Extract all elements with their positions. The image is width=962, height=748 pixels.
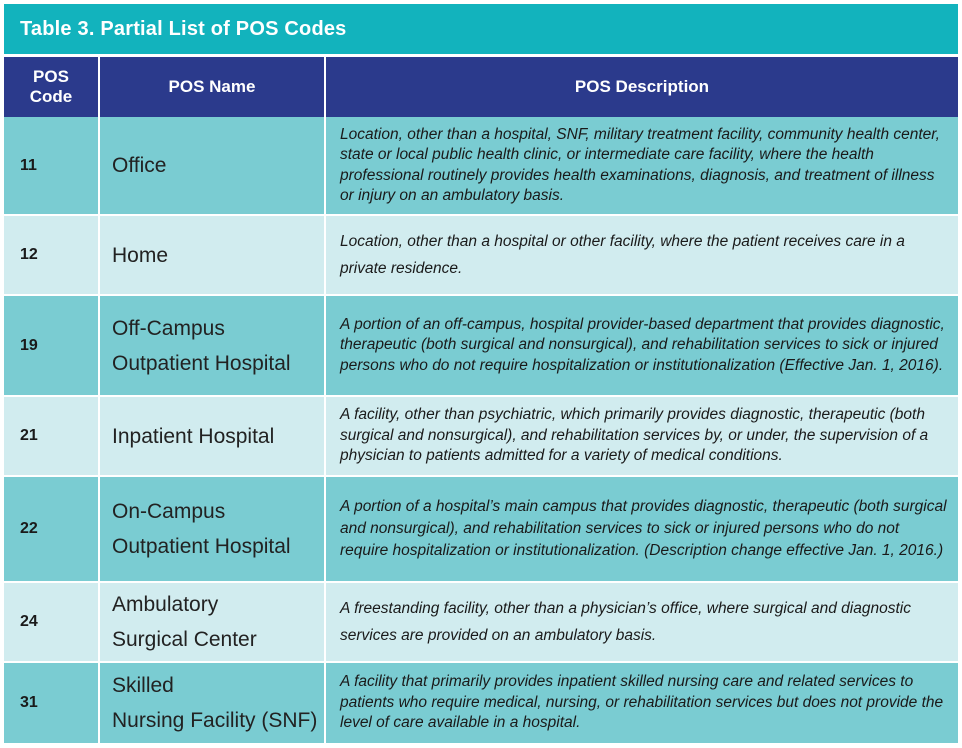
table-row [4,662,958,744]
pos-name-line: Surgical Center [112,628,257,651]
pos-name-cell [99,476,325,582]
pos-code-cell: 21 [4,396,99,476]
pos-name-line: Inpatient Hospital [112,424,275,448]
pos-description-cell: A facility, other than psychiatric, which primarily provides diagnostic, therapeutic (both surgical and nonsurgical), and rehabilitation services by, or under, the supervision of a physician to patients admitted for a variety of medical conditions. [325,396,958,476]
pos-name-cell [99,295,325,396]
pos-description-cell: A portion of a hospital’s main campus that provides diagnostic, therapeutic (both surgical and nonsurgical), and rehabilitation services to sick or injured persons who do not require hospitalization or institutionalization. (Description change effective Jan. 1, 2016.) [325,476,958,582]
pos-name-cell [99,215,325,295]
header-code-line-1: POS [33,67,69,87]
header-pos-description: POS Description [325,57,958,117]
pos-description-cell: A portion of an off-campus, hospital provider-based department that provides diagnostic, therapeutic (both surgical and nonsurgical), and rehabilitation services to sick or injured persons who do not require hospitalization or institutionalization (Effective Jan. 1, 2016). [325,295,958,396]
pos-description-cell: A facility that primarily provides inpatient skilled nursing care and related services to patients who require medical, nursing, or rehabilitation services but does not provide the level of care available in a hospital. [325,662,958,744]
pos-name-line: Office [112,154,167,177]
pos-description-cell: A freestanding facility, other than a physician’s office, where surgical and diagnostic services are provided on an ambulatory basis. [325,582,958,662]
pos-code-cell: 12 [4,215,99,295]
table-row [4,215,958,295]
pos-name-line: Outpatient Hospital [112,535,291,558]
pos-name-line: Outpatient Hospital [112,351,291,375]
pos-name-line: Off-Campus [112,316,225,340]
pos-description-cell: Location, other than a hospital or other facility, where the patient receives care in a private residence. [325,215,958,295]
pos-name-cell [99,396,325,476]
header-code-line-2: Code [29,87,73,106]
pos-code-cell: 22 [4,476,99,582]
pos-code-cell: 19 [4,295,99,396]
table-title: Table 3. Partial List of POS Codes [4,4,958,54]
header-pos-code [4,57,99,117]
pos-code-cell: 24 [4,582,99,662]
pos-name-line: Home [112,243,169,267]
pos-name-cell [99,662,325,744]
table-row [4,117,958,215]
pos-name-line: Ambulatory [112,593,219,616]
pos-codes-table-card [4,4,958,744]
pos-name-cell [99,117,325,215]
header-pos-name: POS Name [99,57,325,117]
pos-description-cell: Location, other than a hospital, SNF, military treatment facility, community health center, state or local public health clinic, or intermediate care facility, where the health professional routinely provides health examinations, diagnosis, and treatment of illness or injury on an ambulatory basis. [325,117,958,215]
pos-codes-table [4,57,958,745]
pos-code-cell: 11 [4,117,99,215]
pos-name-cell [99,582,325,662]
table-row [4,582,958,662]
table-row [4,476,958,582]
table-header-row [4,57,958,117]
pos-code-cell: 31 [4,662,99,744]
table-row [4,295,958,396]
pos-name-line: Skilled [112,674,174,697]
table-row [4,396,958,476]
pos-name-line: On-Campus [112,500,226,523]
pos-name-line: Nursing Facility (SNF) [112,709,318,732]
